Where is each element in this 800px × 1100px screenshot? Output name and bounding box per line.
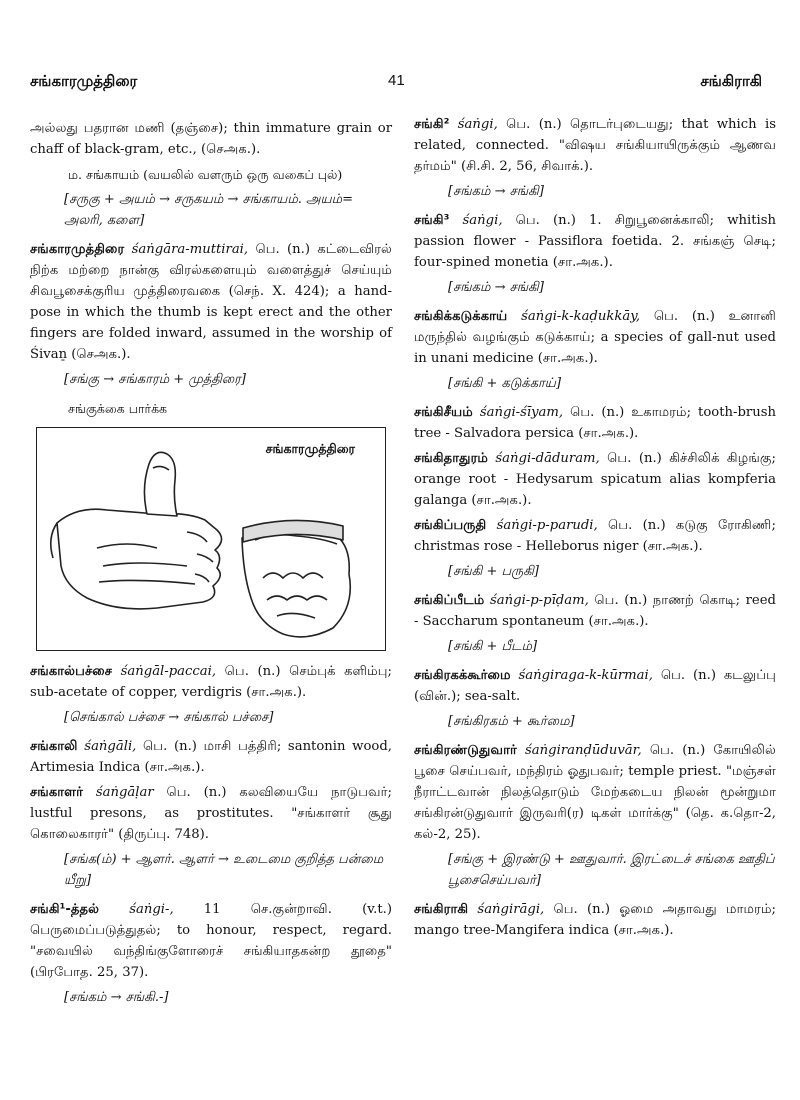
etymology: [சங்கு → சங்காரம் + முத்திரை] <box>64 372 246 387</box>
headword: சங்கிராகி <box>414 902 469 917</box>
transliteration: śaṅgi-p-pīḍam, <box>490 593 589 608</box>
right-column <box>414 114 776 945</box>
etymology: [சருகு + அயம் → சருகயம் → சங்காயம். அயம்= அலரி, களை] <box>64 192 354 228</box>
entry-sangalar <box>30 782 392 845</box>
entry-sangidaduram <box>414 448 776 511</box>
headword: சங்கிதாதுரம் <box>414 451 488 466</box>
etymology: [சங்கு + இரண்டு + ஊதுவார். இரட்டைச் சங்கை ஊதிப் பூசைசெய்பவர்] <box>448 852 775 888</box>
entry-continuation <box>30 118 392 160</box>
transliteration: śaṅgiranḍūduvār, <box>525 743 642 758</box>
hand-drawing <box>37 428 385 650</box>
transliteration: śaṅgi-k-kaḍukkāy, <box>521 309 641 324</box>
headword: சங்கி³ <box>414 213 450 228</box>
headword: சங்கிரகக்கூர்மை <box>414 668 511 683</box>
entry-text: பெ. (n.) கடலுப்பு (வின்.); sea-salt. <box>414 668 776 704</box>
entry-text: பெ. (n.) உனானி மருந்தில் வழங்கும் கடுக்காய்; a species of gall-nut used in unani medicine (சா.அக.). <box>414 309 776 366</box>
headword: சங்கிரண்டுதுவார் <box>414 743 517 758</box>
entry-sangi-ttal <box>30 899 392 983</box>
headword: சங்காளர் <box>30 785 83 800</box>
transliteration: śaṅgi-, <box>129 902 174 917</box>
entry-sangaramuttirai <box>30 239 392 365</box>
headword: சங்கிப்பருதி <box>414 518 487 533</box>
entry-sangali <box>30 736 392 778</box>
entry-sangalpaccai <box>30 661 392 703</box>
running-head-right: சங்கிராகி <box>700 72 762 90</box>
entry-text: பெ. (n.) ஓமை அதாவது மாமரம்; mango tree-Mangifera indica (சா.அக.). <box>414 902 777 938</box>
entry-text: பெ. (n.) மாசி பத்திரி; santonin wood, Artimesia Indica (சா.அக.). <box>30 739 392 775</box>
transliteration: śaṅgāra-muttirai, <box>131 242 249 257</box>
transliteration: śaṅgi, <box>462 213 503 228</box>
entry-text: பெ. (n.) கட்டைவிரல் நிற்க மற்றை நான்கு விரல்களையும் வளைத்துச் செய்யும் சிவபூசைக்குரிய முத்திரைவகை (செந். X. 424); a hand-pose in which the thumb is kept erect and the other fingers are folded inward, assumed in the worship of Śivan̠ (செஅக.). <box>30 242 392 362</box>
entry-sangiragakkurmai <box>414 665 776 707</box>
headword: சங்கிசீயம் <box>414 405 473 420</box>
entry-sangirandudhuvar <box>414 740 776 845</box>
etymology: [சங்கம் → சங்கி.-] <box>64 990 169 1005</box>
left-column <box>30 118 392 1016</box>
entry-text: அல்லது பதரான மணி (தஞ்சை); thin immature grain or chaff of black-gram, etc., (செஅக.). <box>30 121 392 157</box>
etymology: [சங்கி + கடுக்காய்] <box>448 376 562 391</box>
headword: சங்கால்பச்சை <box>30 664 113 679</box>
entry-sangisiyam <box>414 402 776 444</box>
entry-sangikkadukkay <box>414 306 776 369</box>
entry-sangi-2 <box>414 114 776 177</box>
transliteration: śaṅgi-p-parudi, <box>496 518 598 533</box>
entry-text: பெ. (n.) நாணற் கொடி; reed - Saccharum spontaneum (சா.அக.). <box>414 593 776 629</box>
page-number: 41 <box>388 72 405 89</box>
cross-reference: சங்குக்கை பார்க்க <box>68 401 168 416</box>
entry-text: பெ. (n.) கலவியையே நாடுபவர்; lustful presons, as prostitutes. "சங்காளர் சூது கொலைகாரர்" (திருப்பு. 748). <box>30 785 392 842</box>
entry-text: 11 செ.குன்றாவி. (v.t.) பெருமைப்படுத்துதல்; to honour, respect, regard. "சவையில் வந்திங்குளோரைச் சங்கியாதகன்ற தூதை" (பிரபோத. 25, 37). <box>30 902 392 980</box>
headword: சங்கிக்கடுக்காய் <box>414 309 508 324</box>
transliteration: śaṅgāli, <box>84 739 137 754</box>
entry-text: பெ. (n.) உகாமரம்; tooth-brush tree - Salvadora persica (சா.அக.). <box>414 405 776 441</box>
headword: சங்காலி <box>30 739 78 754</box>
entry-sangi-3 <box>414 210 776 273</box>
transliteration: śaṅgi-śīyam, <box>479 405 564 420</box>
entry-sangippidam <box>414 590 776 632</box>
transliteration: śaṅgirāgi, <box>477 902 545 917</box>
figure-caption: சங்காரமுத்திரை <box>265 441 355 456</box>
etymology: [சங்கிரகம் + கூர்மை] <box>448 714 575 729</box>
headword: சங்கி¹-த்தல் <box>30 902 100 917</box>
headword: சங்கிப்பீடம் <box>414 593 485 608</box>
entry-text: பெ. (n.) கோயிலில் பூசை செய்பவர், மந்திரம் ஓதுபவர்; temple priest. "மஞ்சள் நீராட்டவான் நிலத்தொடும் மேற்கடைய நிலன் மூன்றுமா சங்கிரன்டுதுவார் இருவரி(ர) டிகள் மார்க்கு" (தெ. க.தொ-2, கல்-2, 25). <box>414 743 776 842</box>
etymology: [செங்கால் பச்சை → சங்கால் பச்சை] <box>64 710 274 725</box>
running-head-left: சங்காரமுத்திரை <box>30 72 138 90</box>
entry-text: பெ. (n.) தொடர்புடையது; that which is related, connected. "விஷய சங்கியாயிருக்கும் ஆணவ தர்மம்" (சி.சி. 2, 56, சிவாக்.). <box>414 117 776 174</box>
etymology: [சங்கி + பருகி] <box>448 564 539 579</box>
entry-sangipparudi <box>414 515 776 557</box>
headword: சங்கி² <box>414 117 450 132</box>
entry-sangiragi <box>414 899 776 941</box>
transliteration: śaṅgāl-paccai, <box>120 664 217 679</box>
etymology: [சங்கம் → சங்கி] <box>448 280 544 295</box>
entry-text: பெ. (n.) கடுகு ரோகிணி; christmas rose - Helleborus niger (சா.அக.). <box>414 518 776 554</box>
etymology: [சங்கம் → சங்கி] <box>448 184 544 199</box>
transliteration: śaṅgiraga-k-kūrmai, <box>518 668 653 683</box>
headword: சங்காரமுத்திரை <box>30 242 125 257</box>
entry-text: பெ. (n.) செம்புக் களிம்பு; sub-acetate of copper, verdigris (சா.அக.). <box>30 664 392 700</box>
entry-text: பெ. (n.) 1. சிறுபூனைக்காலி; whitish passion flower - Passiflora foetida. 2. சங்கஞ் செடி; four-spined monetia (சா.அக.). <box>414 213 776 270</box>
transliteration: śaṅgi-dāduram, <box>495 451 600 466</box>
transliteration: śaṅgāḷar <box>95 785 154 800</box>
transliteration: śaṅgi, <box>457 117 498 132</box>
etymology: [சங்க(ம்) + ஆளர். ஆளர் → உடைமை குறித்த பன்மை யீறு] <box>64 852 384 888</box>
entry-note: ம. சங்காயம் (வயலில் வளரும் ஒரு வகைப் புல்) <box>68 167 343 182</box>
etymology: [சங்கி + பீடம்] <box>448 639 538 654</box>
entry-text: பெ. (n.) கிச்சிலிக் கிழங்கு; orange root - Hedysarum spicatum alias kompferia galanga (சா.அக.). <box>414 451 776 508</box>
hand-pose-illustration <box>36 427 386 651</box>
